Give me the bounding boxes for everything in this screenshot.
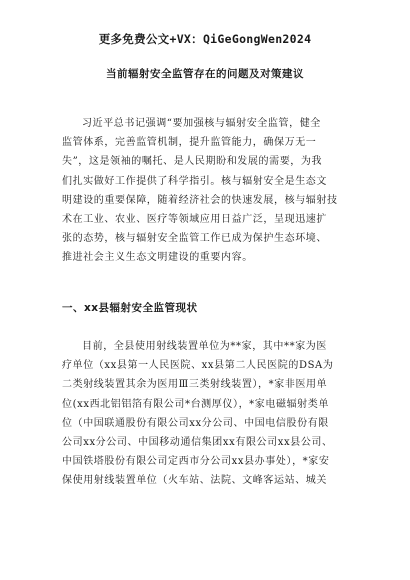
paragraph-line: 公司xx分公司、中国移动通信集团xx有限公司xx县公司、 xyxy=(62,437,333,449)
paragraph-line: 二类射线装置其余为医用Ⅲ三类射线装置），*家非医用单 xyxy=(62,379,328,391)
paragraph-line: 们扎实做好工作提供了科学指引。核与辐射安全是生态文 xyxy=(62,175,327,187)
paragraph-line: 术在工业、农业、医疗等领域应用日益广泛，呈现迅速扩 xyxy=(62,214,327,226)
paragraph-line: 监管体系，完善监管机制，提升监管能力，确保万无一 xyxy=(62,137,317,149)
paragraph-line: 推进社会主义生态文明建设的重要内容。 xyxy=(62,252,253,264)
paragraph-line: 保使用射线装置单位（火车站、法院、文峰客运站、城关 xyxy=(62,475,327,487)
paragraph-line: 位（中国联通股份有限公司xx分公司、中国电信股份有限 xyxy=(62,417,329,429)
document-header: 更多免费公文+VX：QiGeGongWen2024 xyxy=(98,32,312,46)
paragraph-line: 疗单位（xx县第一人民医院、xx县第二人民医院的DSA为 xyxy=(62,360,334,372)
paragraph-line: 习近平总书记强调“要加强核与辐射安全监管，健全 xyxy=(82,118,321,129)
paragraph-line: 张的态势，核与辐射安全监管工作已成为保护生态环境、 xyxy=(62,233,327,245)
intro-paragraph xyxy=(62,114,352,268)
paragraph-line: 位(xx西北铝铝箔有限公司*台测厚仪），*家电磁辐射类单 xyxy=(62,398,329,410)
section-heading: 一、xx县辐射安全监管现状 xyxy=(62,302,198,314)
paragraph-line: 中国铁塔股份有限公司定西市分公司xx县办事处），*家安 xyxy=(62,456,330,468)
paragraph-line: 失”，这是领袖的嘱托、是人民期盼和发展的需要，为我 xyxy=(62,156,323,168)
paragraph-line: 明建设的重要保障，随着经济社会的快速发展，核与辐射技 xyxy=(62,194,338,206)
section-paragraph xyxy=(62,337,352,491)
document-title: 当前辐射安全监管存在的问题及对策建议 xyxy=(106,68,304,80)
paragraph-line: 目前，全县使用射线装置单位为**家，其中**家为医 xyxy=(82,341,327,352)
